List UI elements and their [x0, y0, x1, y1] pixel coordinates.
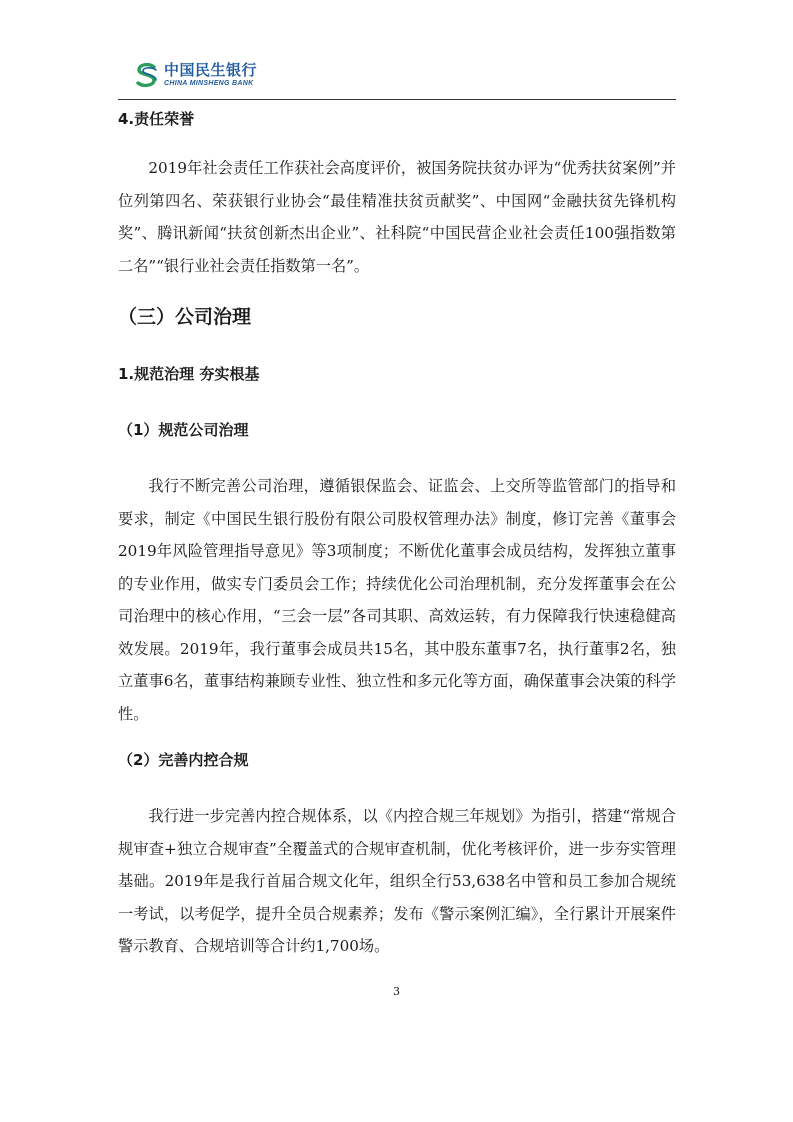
- section-title-honor: 4.责任荣誉: [118, 110, 195, 128]
- bank-name-en: CHINA MINSHENG BANK: [164, 80, 254, 87]
- bank-name-cn: 中国民生银行: [164, 61, 258, 79]
- honor-paragraph: 2019年社会责任工作获社会高度评价，被国务院扶贫办评为“优秀扶贫案例”并位列第四名、荣获银行业协会“最佳精准扶贫贡献奖”、中国网“金融扶贫先锋机构奖”、腾讯新闻“扶贫创新杰出企业”、社科院“中国民营企业社会责任100强指数第二名”“银行业社会责任指数第一名”。: [118, 159, 676, 275]
- item-title-standardize-governance: （1）规范公司治理: [118, 421, 249, 439]
- minsheng-logo-icon: [133, 61, 161, 89]
- item-title-internal-control: （2）完善内控合规: [118, 751, 249, 769]
- page-header: [0, 0, 793, 102]
- subsection-title-governance-foundation: 1.规范治理 夯实根基: [118, 365, 260, 383]
- internal-control-paragraph: 我行进一步完善内控合规体系，以《内控合规三年规划》为指引，搭建“常规合规审查+独立合规审查”全覆盖式的合规审查机制，优化考核评价，进一步夯实管理基础。2019年是我行首届合规文化年，组织全行53,638名中管和员工参加合规统一考试，以考促学，提升全员合规素养；发布《警示案例汇编》，全行累计开展案件警示教育、合规培训等合计约1,700场。: [118, 807, 676, 955]
- section-title-governance: （三）公司治理: [118, 306, 252, 328]
- header-divider: [118, 99, 676, 100]
- governance-paragraph: 我行不断完善公司治理，遵循银保监会、证监会、上交所等监管部门的指导和要求，制定《中国民生银行股份有限公司股权管理办法》制度，修订完善《董事会2019年风险管理指导意见》等3项制度；不断优化董事会成员结构，发挥独立董事的专业作用，做实专门委员会工作；持续优化公司治理机制，充分发挥董事会在公司治理中的核心作用，“三会一层”各司其职、高效运转，有力保障我行快速稳健高效发展。2019年，我行董事会成员共15名，其中股东董事7名，执行董事2名，独立董事6名，董事结构兼顾专业性、独立性和多元化等方面，确保董事会决策的科学性。: [118, 477, 676, 723]
- bank-logo: [133, 60, 263, 94]
- page-number: 3: [393, 985, 400, 998]
